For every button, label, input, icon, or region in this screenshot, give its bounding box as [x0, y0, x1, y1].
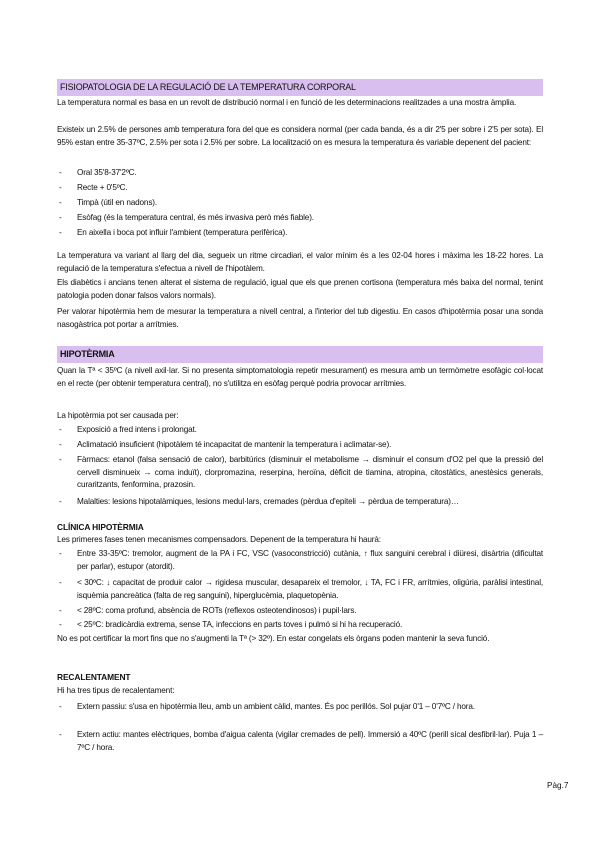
- list-item: - < 28ºC: coma profund, absència de ROTs (reflexos osteotendinosos) i pupil·lars.: [59, 606, 357, 615]
- list-item: - En aixella i boca pot influir l'ambient (temperatura perifèrica).: [59, 228, 288, 237]
- list-item: - Oral 35'8-37'2ºC.: [59, 168, 137, 177]
- paragraph-circadian: La temperatura va variant al llarg del dia, segueix un ritme circadiari, el valor mínim és a les 02-04 hores i màxima les 18-22 hores. La regulació de la temperatura s'efectua a nivell de l'hipotàlem.: [57, 251, 543, 273]
- page-number: Pàg.7: [547, 781, 569, 790]
- list-item: - Esòfag (és la temperatura central, és més invasiva però més fiable).: [59, 213, 314, 222]
- paragraph-recalentament-intro: Hi ha tres tipus de recalentament:: [57, 686, 175, 695]
- subsection-title-clinica: CLÍNICA HIPOTÈRMIA: [57, 522, 144, 532]
- paragraph-causes-intro: La hipotèrmia pot ser causada per:: [57, 411, 179, 420]
- paragraph-clinica-intro: Les primeres fases tenen mecanismes compensadors. Depenent de la temperatura hi haurà:: [57, 535, 381, 544]
- list-item: - Fàrmacs: etanol (falsa sensació de calor), barbitúrics (disminuir el metabolisme → disminuir el consum d'O2 pel que la pressió del cervell disminueix → coma induït), clorpromazina, reserpina, heroïna, dèficit de tiamina, atropina, citostàtics, anestèsics generals, curaritzants, fenformina, prazosin.: [59, 455, 543, 489]
- list-item: - Timpà (útil en nadons).: [59, 198, 157, 207]
- section-header-fisiopatologia: FISIOPATOLOGIA DE LA REGULACIÓ DE LA TEMPERATURA CORPORAL: [57, 79, 543, 96]
- list-item: - < 25ºC: bradicàrdia extrema, sense TA, infeccions en parts toves i pulmó si hi ha recuperació.: [59, 620, 403, 629]
- paragraph-diabetics: Els diabètics i ancians tenen alterat el sistema de regulació, igual que els que prenen cortisona (temperatura més baixa del normal, tenint patologia poden donar falsos valors normals).: [57, 278, 543, 300]
- paragraph-death-certification: No es pot certificar la mort fins que no s'augmenti la Tª (> 32º). En estar congelats els òrgans poden mantenir la seva funció.: [57, 634, 490, 643]
- paragraph-hipotermia-def: Quan la Tª < 35ºC (a nivell axil·lar. Si no presenta simptomatologia repetir mesurament) es mesura amb un termòmetre esofàgic col·locat en el recte (per obtenir temperatura central), no s'utilitza en esòfag perquè podria provocar arrítmies.: [57, 366, 543, 388]
- list-item: - Recte + 0'5ºC.: [59, 183, 128, 192]
- list-item: - Extern passiu: s'usa en hipotèrmia lleu, amb un ambient càlid, mantes. És poc perillós. Sol pujar 0'1 – 0'7ºC / hora.: [59, 702, 475, 711]
- paragraph-intro-1: La temperatura normal es basa en un revolt de distribució normal i en funció de les determinacions realitzades a una mostra àmplia.: [57, 98, 517, 107]
- list-item: - < 30ºC: ↓ capacitat de produir calor → rigidesa muscular, desapareix el tremolor, ↓ TA, FC i FR, arrítmies, oligúria, paràlisi intestinal, isquèmia pancreàtica (falta de reg sanguini), hiperglucèmia, plaquetopènia.: [59, 578, 543, 600]
- list-item: - Malalties: lesions hipotalàmiques, lesions medul·lars, cremades (pèrdua d'epiteli → pèrdua de temperatura)…: [59, 497, 459, 506]
- list-item: - Aclimatació insuficient (hipotàlem té incapacitat de mantenir la temperatura i aclimatar-se).: [59, 440, 392, 449]
- paragraph-intro-2: Existeix un 2.5% de persones amb temperatura fora del que es considera normal (per cada banda, és a dir 2'5 per sobre i 2'5 per sota). El 95% estan entre 35-37ºC, 2.5% per sota i 2.5% per sobre. La localització on es mesura la temperatura és variable depenent del pacient:: [57, 125, 543, 147]
- paragraph-measure-hypothermia: Per valorar hipotèrmia hem de mesurar la temperatura a nivell central, a l'interior del tub digestiu. En casos d'hipotèrmia posar una sonda nasogàstrica pot portar a arrítmies.: [57, 307, 543, 329]
- list-item: - Exposició a fred intens i prolongat.: [59, 425, 197, 434]
- list-item: - Extern actiu: mantes elèctriques, bomba d'aigua calenta (vigilar cremades de pell). Immersió a 40ºC (perill sícal desfibril·lar). Puja 1 – 7ºC / hora.: [59, 730, 543, 752]
- subsection-title-recalentament: RECALENTAMENT: [57, 672, 131, 682]
- section-header-hipotermia: HIPOTÈRMIA: [57, 346, 543, 363]
- list-item: - Entre 33-35ºC: tremolor, augment de la PA i FC, VSC (vasoconstricció) cutània, ↑ flux sanguini cerebral i diüresi, disàrtria (dificultat per parlar), estupor (atordit).: [59, 549, 543, 571]
